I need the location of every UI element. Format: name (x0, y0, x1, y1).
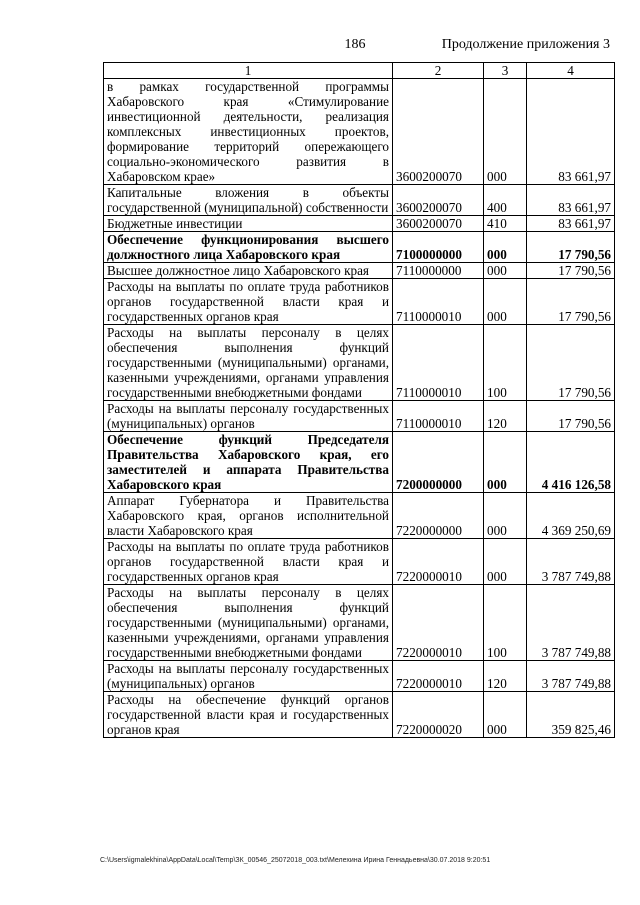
table-body (104, 79, 615, 738)
row-code: 7220000000 (393, 493, 484, 539)
column-header-2: 2 (393, 63, 484, 79)
row-sum: 17 790,56 (527, 232, 615, 263)
row-sum: 83 661,97 (527, 79, 615, 185)
row-name: Капитальные вложения в объекты государственной (муниципальной) собственности (104, 185, 393, 216)
table-row (104, 79, 615, 185)
row-code: 7220000020 (393, 692, 484, 738)
row-code: 7110000010 (393, 401, 484, 432)
row-name: Обеспечение функций Председателя Правительства Хабаровского края, его заместителей и аппарата Правительства Хабаровского края (104, 432, 393, 493)
row-code: 3600200070 (393, 185, 484, 216)
column-header-1: 1 (104, 63, 393, 79)
row-name: Расходы на выплаты персоналу в целях обеспечения выполнения функций государственными (муниципальными) органами, казенными учреждениями, органами управления государственными внебюджетными фондами (104, 585, 393, 661)
row-type: 000 (484, 79, 527, 185)
table-row (104, 493, 615, 539)
row-name: Расходы на выплаты персоналу государственных (муниципальных) органов (104, 661, 393, 692)
row-name: Расходы на обеспечение функций органов государственной власти края и государственных органов края (104, 692, 393, 738)
row-type: 000 (484, 263, 527, 279)
row-type: 410 (484, 216, 527, 232)
row-type: 000 (484, 493, 527, 539)
table-row (104, 279, 615, 325)
table-row (104, 432, 615, 493)
row-code: 3600200070 (393, 79, 484, 185)
row-name: Аппарат Губернатора и Правительства Хабаровского края, органов исполнительной власти Хабаровского края (104, 493, 393, 539)
row-sum: 17 790,56 (527, 263, 615, 279)
column-header-4: 4 (527, 63, 615, 79)
row-type: 000 (484, 539, 527, 585)
row-type: 120 (484, 401, 527, 432)
row-name: в рамках государственной программы Хабаровского края «Стимулирование инвестиционной деятельности, реализация комплексных инвестиционных проектов, формирование территорий опережающего социально-экономического развития в Хабаровском крае» (104, 79, 393, 185)
row-type: 100 (484, 585, 527, 661)
row-name: Расходы на выплаты персоналу в целях обеспечения выполнения функций государственными (муниципальными) органами, казенными учреждениями, органами управления государственными внебюджетными фондами (104, 325, 393, 401)
row-code: 7220000010 (393, 539, 484, 585)
table-row (104, 325, 615, 401)
row-sum: 17 790,56 (527, 325, 615, 401)
row-name: Расходы на выплаты по оплате труда работников органов государственной власти края и государственных органов края (104, 279, 393, 325)
table-row (104, 661, 615, 692)
row-sum: 83 661,97 (527, 185, 615, 216)
table-row (104, 585, 615, 661)
page-number: 186 (344, 37, 366, 52)
file-path-footer: C:\Users\igmalekhina\AppData\Local\Temp\ЗК_00546_25072018_003.txt\Мелехина Ирина Геннадьевна\30.07.2018 9:20:51 (100, 857, 491, 864)
row-sum: 17 790,56 (527, 279, 615, 325)
row-code: 7110000000 (393, 263, 484, 279)
row-type: 400 (484, 185, 527, 216)
row-code: 7200000000 (393, 432, 484, 493)
table-row (104, 185, 615, 216)
row-sum: 3 787 749,88 (527, 585, 615, 661)
row-name: Обеспечение функционирования высшего должностного лица Хабаровского края (104, 232, 393, 263)
table-row (104, 216, 615, 232)
row-sum: 4 369 250,69 (527, 493, 615, 539)
row-name: Бюджетные инвестиции (104, 216, 393, 232)
row-sum: 3 787 749,88 (527, 661, 615, 692)
budget-table (103, 62, 615, 738)
row-type: 120 (484, 661, 527, 692)
row-sum: 359 825,46 (527, 692, 615, 738)
row-code: 7100000000 (393, 232, 484, 263)
row-name: Высшее должностное лицо Хабаровского края (104, 263, 393, 279)
row-name: Расходы на выплаты персоналу государственных (муниципальных) органов (104, 401, 393, 432)
row-code: 3600200070 (393, 216, 484, 232)
continuation-title: Продолжение приложения 3 (441, 37, 610, 52)
row-type: 000 (484, 232, 527, 263)
row-code: 7220000010 (393, 585, 484, 661)
table-row (104, 263, 615, 279)
row-code: 7220000010 (393, 661, 484, 692)
table-row (104, 401, 615, 432)
row-code: 7110000010 (393, 325, 484, 401)
row-type: 000 (484, 279, 527, 325)
row-sum: 17 790,56 (527, 401, 615, 432)
row-code: 7110000010 (393, 279, 484, 325)
column-header-3: 3 (484, 63, 527, 79)
row-sum: 83 661,97 (527, 216, 615, 232)
table-row (104, 692, 615, 738)
row-name: Расходы на выплаты по оплате труда работников органов государственной власти края и государственных органов края (104, 539, 393, 585)
row-type: 000 (484, 432, 527, 493)
row-type: 000 (484, 692, 527, 738)
column-header-row (104, 63, 615, 79)
table-row (104, 539, 615, 585)
row-type: 100 (484, 325, 527, 401)
row-sum: 4 416 126,58 (527, 432, 615, 493)
row-sum: 3 787 749,88 (527, 539, 615, 585)
table-row (104, 232, 615, 263)
